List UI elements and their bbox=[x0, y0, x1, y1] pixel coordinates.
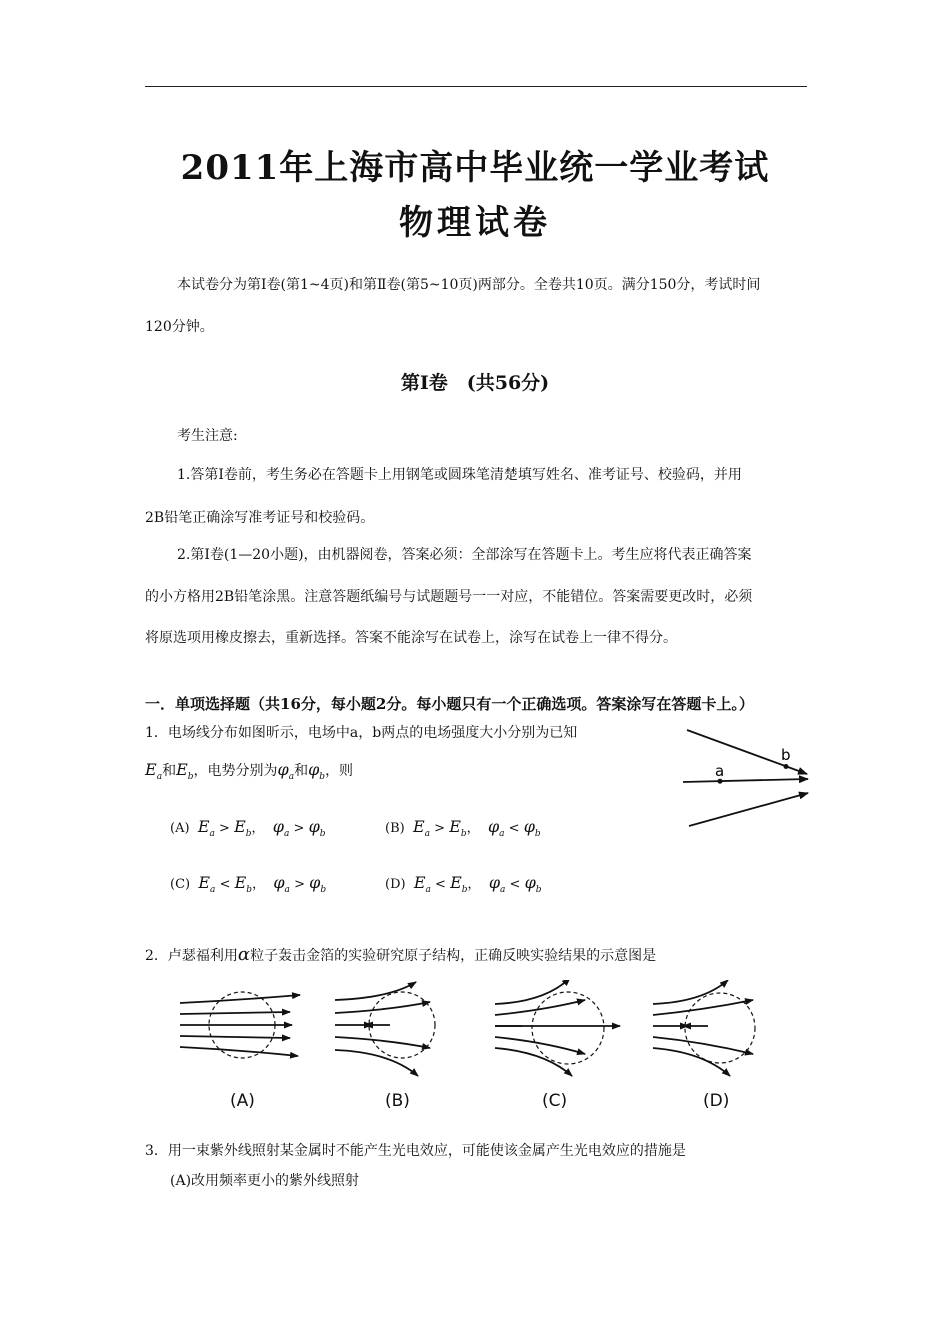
figure-b bbox=[335, 982, 435, 1076]
figure-d bbox=[653, 980, 755, 1076]
part1-heading: 一．单项选择题（共16分，每小题2分。每小题只有一个正确选项。答案涂写在答题卡上。） bbox=[145, 695, 754, 713]
header-rule bbox=[145, 86, 807, 87]
q2-stem: 2．卢瑟福利用α粒子轰击金箔的实验研究原子结构，正确反映实验结果的示意图是 bbox=[145, 944, 657, 965]
section-title: 第Ⅰ卷 (共56分) bbox=[400, 372, 550, 394]
figure-c bbox=[495, 980, 620, 1076]
figure-d-label: (D) bbox=[703, 1091, 730, 1111]
q2-scattering-figures bbox=[170, 980, 770, 1115]
notice-item2-line3: 将原选项用橡皮擦去，重新选择。答案不能涂写在试卷上，涂写在试卷上一律不得分。 bbox=[145, 630, 677, 646]
q3-stem: 3．用一束紫外线照射某金属时不能产生光电效应，可能使该金属产生光电效应的措施是 bbox=[145, 1143, 686, 1159]
intro-line-2: 120分钟。 bbox=[145, 319, 214, 335]
q1-option-a: (A) $E_a > E_b$， $\varphi_a > \varphi_b$ bbox=[170, 817, 326, 839]
q1-option-d: (D) $E_a < E_b$， $\varphi_a < \varphi_b$ bbox=[385, 873, 542, 895]
q1-option-c: (C) $E_a < E_b$， $\varphi_a > \varphi_b$ bbox=[170, 873, 327, 895]
figure-b-label: (B) bbox=[385, 1091, 410, 1111]
notice-item2-line1: 2.第Ⅰ卷(1—20小题)，由机器阅卷，答案必须：全部涂写在答题卡上。考生应将代表正确答案 bbox=[177, 547, 752, 563]
q1-option-b: (B) $E_a > E_b$， $\varphi_a < \varphi_b$ bbox=[385, 817, 541, 839]
notice-item2-line2: 的小方格用2B铅笔涂黑。注意答题纸编号与试题题号一一对应，不能错位。答案需要更改时，必须 bbox=[145, 589, 753, 605]
point-b-label: b bbox=[781, 746, 791, 764]
point-a-label: a bbox=[715, 762, 725, 780]
field-line-middle bbox=[683, 779, 808, 782]
q1-stem-line2: $E_a$和$E_b$，电势分别为$\varphi_a$和$\varphi_b$，则 bbox=[145, 760, 354, 782]
exam-title: 2011年上海市高中毕业统一学业考试 bbox=[180, 148, 770, 188]
field-line-lower bbox=[689, 793, 808, 826]
notice-item1-line1: 1.答第Ⅰ卷前，考生务必在答题卡上用钢笔或圆珠笔清楚填写姓名、准考证号、校验码，并用 bbox=[177, 467, 742, 483]
intro-line-1: 本试卷分为第Ⅰ卷(第1~4页)和第Ⅱ卷(第5~10页)两部分。全卷共10页。满分150分，考试时间 bbox=[177, 277, 761, 293]
point-b-dot bbox=[784, 764, 789, 769]
exam-subtitle: 物理试卷 bbox=[399, 203, 551, 243]
figure-c-label: (C) bbox=[542, 1091, 568, 1111]
q1-stem-line1: 1．电场线分布如图昕示，电场中a，b两点的电场强度大小分别为已知 bbox=[145, 725, 578, 741]
figure-a-label: (A) bbox=[230, 1091, 255, 1111]
q3-option-a: (A)改用频率更小的紫外线照射 bbox=[170, 1173, 360, 1189]
q1-field-lines-figure bbox=[675, 722, 815, 832]
notice-item1-line2: 2B铅笔正确涂写准考证号和校验码。 bbox=[145, 510, 375, 526]
notice-heading: 考生注意: bbox=[177, 428, 238, 444]
figure-a bbox=[180, 992, 300, 1058]
